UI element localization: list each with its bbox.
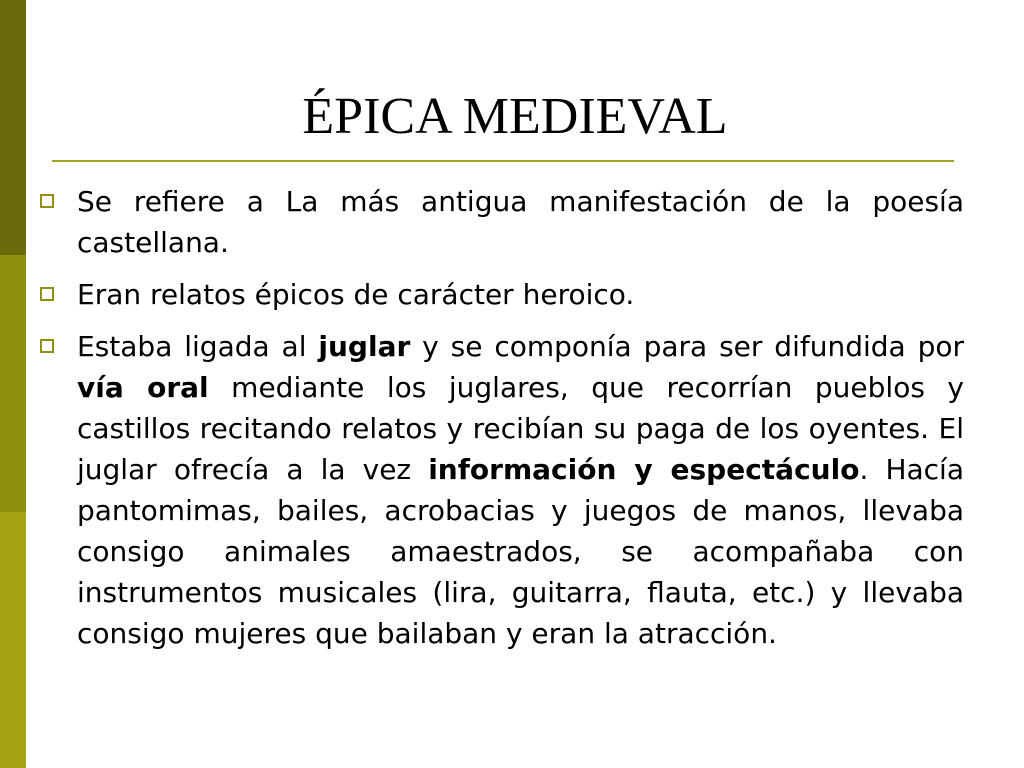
bullet-text: Eran relatos épicos de carácter heroico. — [77, 278, 635, 311]
bullet-item — [32, 181, 964, 263]
bullet-text: Estaba ligada al — [77, 330, 319, 363]
title-divider — [52, 160, 954, 162]
hollow-square-bullet-icon — [40, 194, 54, 208]
bullet-text: mediante los juglares, que recorrían pueblos y castillos recitando relatos y recibían su paga de los oyentes. El juglar ofrecía a la vez — [77, 371, 964, 486]
slide-title: ÉPICA MEDIEVAL — [302, 88, 728, 145]
sidebar-segment-top — [0, 0, 26, 255]
sidebar-segment-middle — [0, 255, 26, 512]
hollow-square-bullet-icon — [40, 339, 54, 353]
sidebar-segment-bottom — [0, 512, 26, 768]
bullet-emphasis-informacion: información y espectáculo — [428, 453, 860, 486]
hollow-square-bullet-icon — [40, 287, 54, 301]
bullet-item — [32, 326, 964, 654]
bullet-emphasis-via-oral: vía oral — [77, 371, 209, 404]
decorative-sidebar — [0, 0, 26, 768]
bullet-list — [32, 181, 964, 665]
bullet-item — [32, 274, 964, 315]
bullet-emphasis-juglar: juglar — [318, 330, 411, 363]
bullet-text: y se componía para ser difundida por — [410, 330, 964, 363]
bullet-text: . Hacía pantomimas, bailes, acrobacias y juegos de manos, llevaba consigo animales amaestrados, se acompañaba con instrumentos musicales (lira, guitarra, flauta, etc.) y llevaba consigo mujeres que bailaban y eran la atracción. — [77, 453, 964, 650]
bullet-text: Se refiere a La más antigua manifestación de la poesía castellana. — [77, 185, 964, 259]
